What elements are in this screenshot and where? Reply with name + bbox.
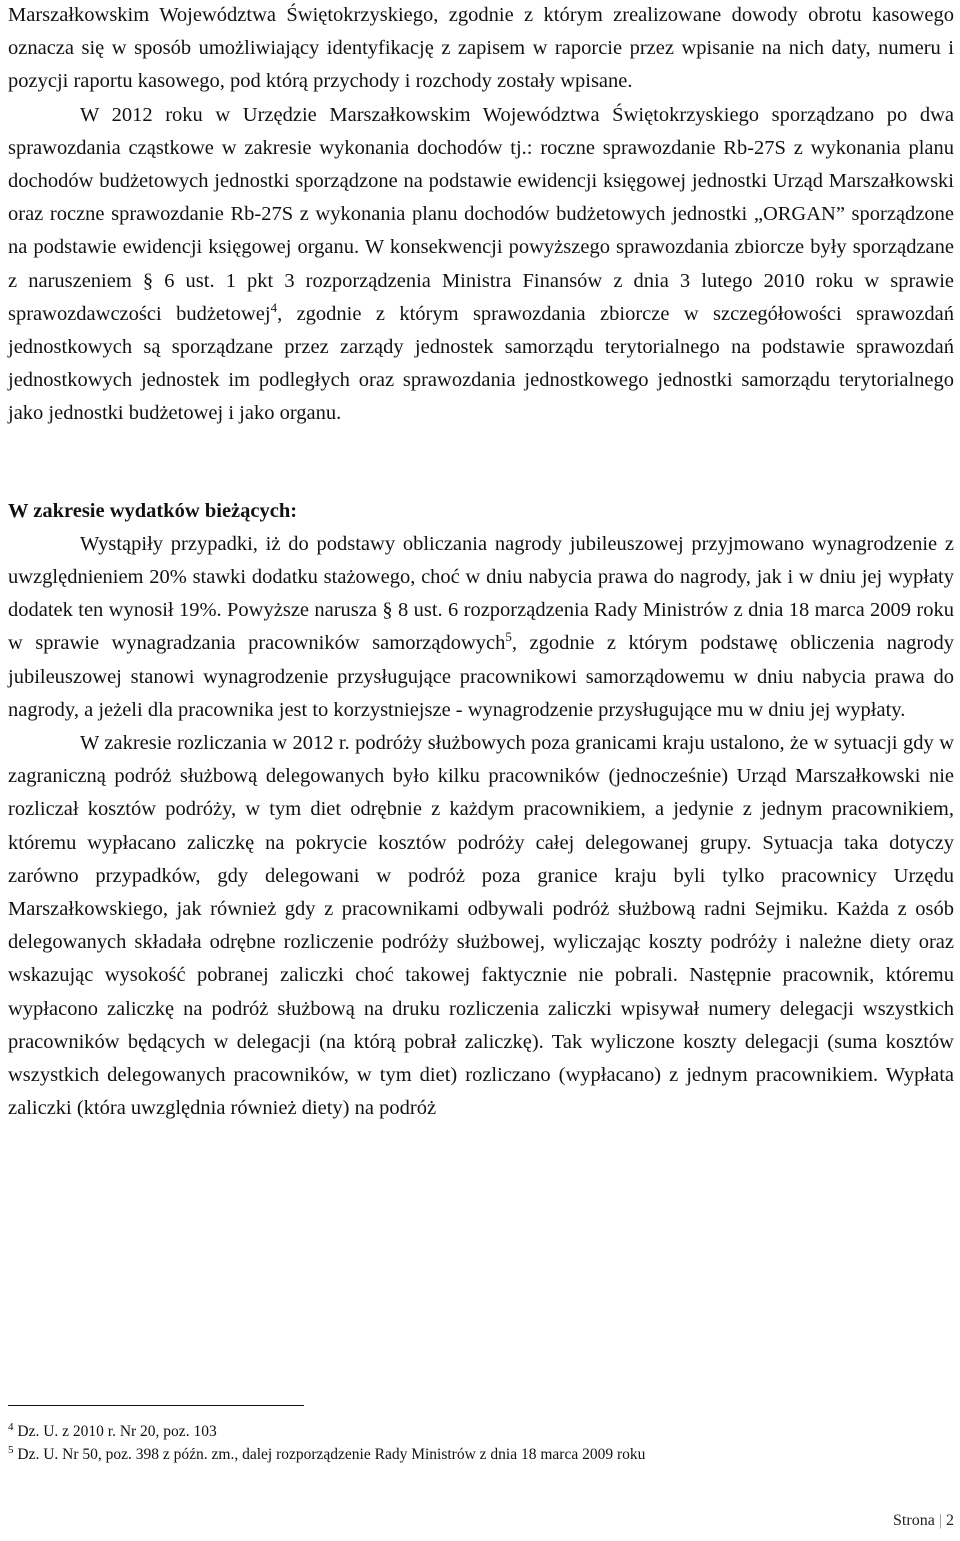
footnote-text: Dz. U. Nr 50, poz. 398 z późn. zm., dalej rozporządzenie Rady Ministrów z dnia 18 marca 2009 roku <box>17 1446 646 1463</box>
footer-separator: | <box>938 1512 942 1529</box>
paragraph-income-reports <box>8 99 954 431</box>
page-footer <box>893 1512 954 1530</box>
document-body <box>8 0 954 1126</box>
footnote-item <box>8 1420 954 1443</box>
paragraph-jubilee-award-text-a: Wystąpiły przypadki, iż do podstawy obliczania nagrody jubileuszowej przyjmowano wynagrodzenie z uwzględnieniem 20% stawki dodatku stażowego, choć w dniu nabycia prawa do nagrody, jak i w dniu jej wypłaty dodatek ten wynosił 19%. Powyższe narusza § 8 ust. 6 rozporządzenia Rady Ministrów z dnia 18 marca 2009 roku w sprawie wynagradzania pracowników samorządowych <box>8 532 954 655</box>
paragraph-cash-documents: Marszałkowskim Województwa Świętokrzyskiego, zgodnie z którym zrealizowane dowody obrotu kasowego oznacza się w sposób umożliwiający identyfikację z zapisem w raporcie przez wpisanie na nich daty, numeru i pozycji raportu kasowego, pod którą przychody i rozchody zostały wpisane. <box>8 4 954 93</box>
footer-page-number: 2 <box>946 1512 954 1529</box>
paragraph-jubilee-award <box>8 528 954 727</box>
section-heading-current-expenditures: W zakresie wydatków bieżących: <box>8 499 298 522</box>
footnote-text: Dz. U. z 2010 r. Nr 20, poz. 103 <box>17 1423 217 1440</box>
paragraph-jubilee-award-text-b: , zgodnie z którym podstawę obliczenia nagrody jubileuszowej stanowi wynagrodzenie przysługujące pracownikowi samorządowemu w dniu nabycia prawa do nagrody, a jeżeli dla pracownika jest to korzystniejsze - wynagrodzenie przysługujące mu w dniu jej wypłaty. <box>8 632 954 721</box>
footnote-ref-4: 4 <box>270 299 278 315</box>
footnote-number: 5 <box>8 1444 14 1456</box>
paragraph-income-reports-text-a: W 2012 roku w Urzędzie Marszałkowskim Województwa Świętokrzyskiego sporządzano po dwa sprawozdania cząstkowe w zakresie wykonania dochodów tj.: roczne sprawozdanie Rb-27S z wykonania planu dochodów budżetowych jednostki sporządzone na podstawie ewidencji księgowej jednostki Urząd Marszałkowski oraz roczne sprawozdanie Rb-27S z wykonania planu dochodów budżetowych jednostki „ORGAN” sporządzone na podstawie ewidencji księgowej organu. W konsekwencji powyższego sprawozdania zbiorcze były sporządzane z naruszeniem § 6 ust. 1 pkt 3 rozporządzenia Ministra Finansów z dnia 3 lutego 2010 roku w sprawie sprawozdawczości budżetowej <box>8 103 954 325</box>
footnote-ref-5: 5 <box>505 629 512 645</box>
paragraph-income-reports-text-b: , zgodnie z którym sprawozdania zbiorcze w szczegółowości sprawozdań jednostkowych są sporządzane przez zarządy jednostek samorządu terytorialnego na podstawie sprawozdań jednostkowych jednostek im podległych oraz sprawozdania jednostkowego jednostki samorządu terytorialnego jako jednostki budżetowej i jako organu. <box>8 302 954 425</box>
footnote-separator <box>8 1405 304 1406</box>
footnotes <box>8 1405 954 1466</box>
footnote-number: 4 <box>8 1421 14 1433</box>
footnote-item <box>8 1443 954 1466</box>
paragraph-foreign-travel: W zakresie rozliczania w 2012 r. podróży służbowych poza granicami kraju ustalono, że w sytuacji gdy w zagraniczną podróż służbową delegowanych było kilku pracowników (jednocześnie) Urząd Marszałkowski nie rozliczał kosztów podróży, w tym diet odrębnie z każdym pracownikiem, a jedynie z jednym pracownikiem, któremu wypłacano zaliczkę na pokrycie kosztów podróży całej delegowanej grupy. Sytuacja taka dotyczy zarówno przypadków, gdy delegowani w podróż poza granice kraju byli tylko pracownicy Urzędu Marszałkowskiego, jak również gdy z pracownikami odbywali podróż służbową radni Sejmiku. Każda z osób delegowanych składała odrębne rozliczenie podróży służbowej, wyliczając koszty podróży i należne diety oraz wskazując wysokość pobranej zaliczki choć takowej faktycznie nie pobrali. Następnie pracownik, któremu wypłacono zaliczkę na podróż służbową na druku rozliczenia zaliczki wpisywał numery delegacji wszystkich pracowników będących w delegacji (na którą pobrał zaliczkę). Tak wyliczone koszty delegacji (suma kosztów wszystkich delegowanych pracowników, w tym diet) rozliczano (wypłacano) z jednym pracownikiem. Wypłata zaliczki (która uwzględnia również diety) na podróż <box>8 732 954 1120</box>
footer-page-label: Strona <box>893 1512 935 1529</box>
